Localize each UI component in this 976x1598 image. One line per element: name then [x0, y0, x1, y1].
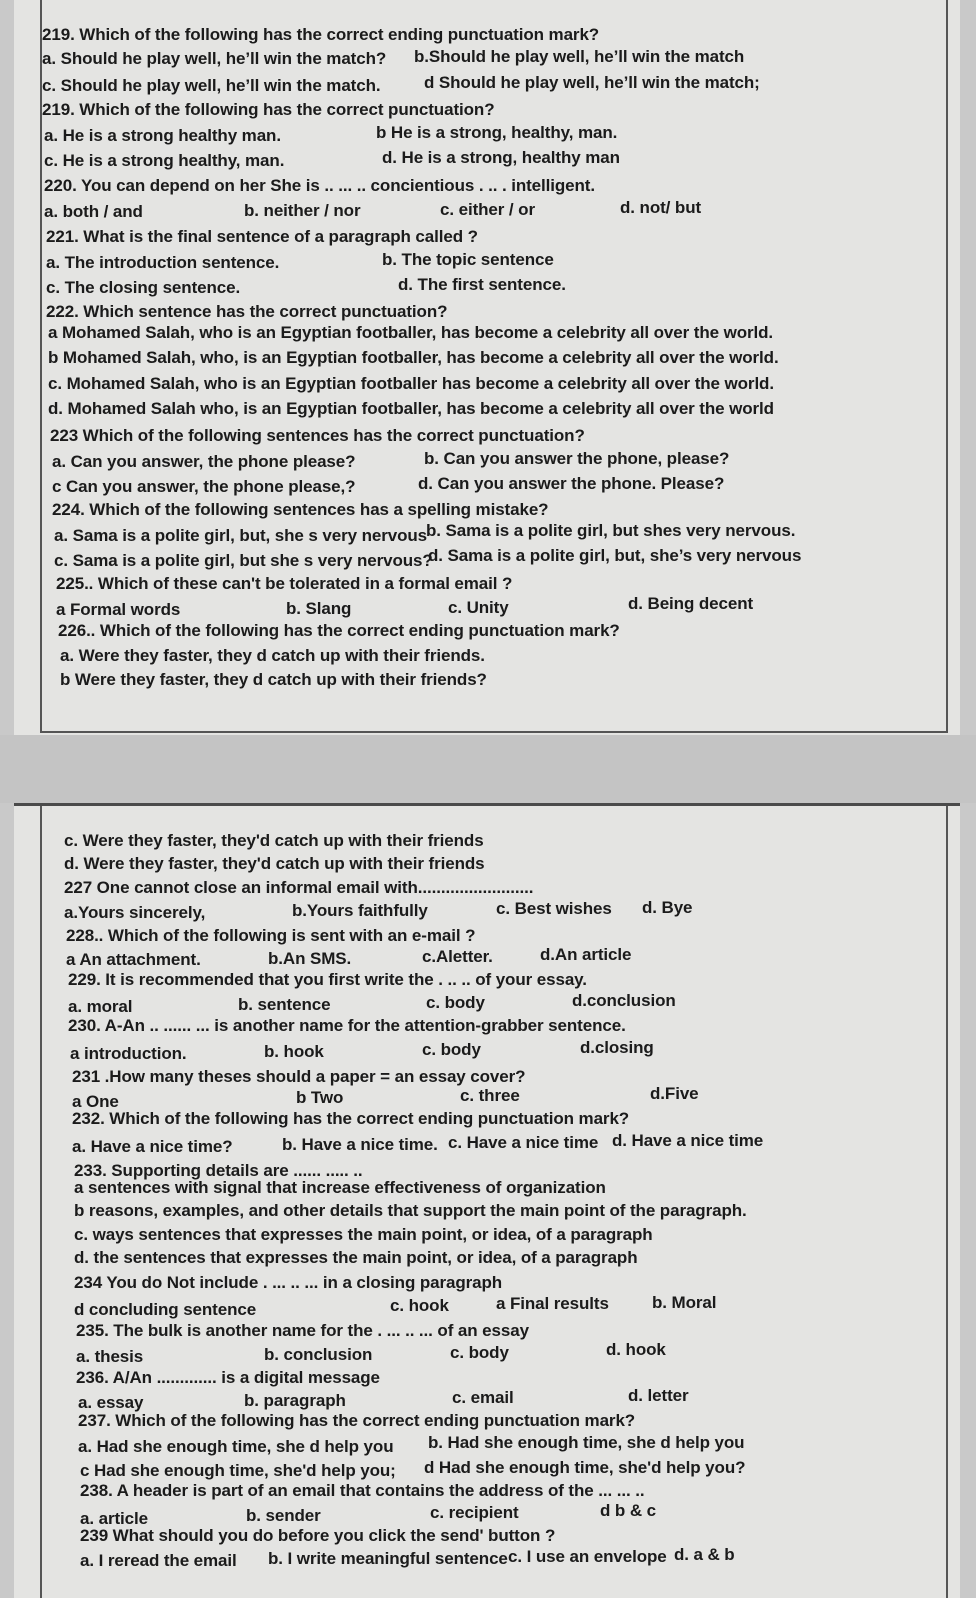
- option: b. paragraph: [244, 1391, 346, 1410]
- option: d. the sentences that expresses the main point, or idea, of a paragraph: [74, 1248, 638, 1267]
- question-stem: 227 One cannot close an informal email with.........................: [64, 878, 534, 897]
- question-stem: 225.. Which of these can't be tolerated in a formal email ?: [56, 574, 513, 593]
- question-stem: 235. The bulk is another name for the . ... .. ... of an essay: [76, 1321, 529, 1340]
- option: d. Mohamed Salah who, is an Egyptian footballer, has become a celebrity all over the world: [48, 399, 774, 418]
- option: c. three: [460, 1086, 520, 1105]
- question-stem: 219. Which of the following has the correct punctuation?: [42, 100, 495, 119]
- option: b. conclusion: [264, 1345, 373, 1364]
- question-stem: 228.. Which of the following is sent with an e-mail ?: [66, 926, 476, 945]
- option: c. either / or: [440, 200, 535, 219]
- option: b. sentence: [238, 995, 331, 1014]
- option: d. Being decent: [628, 594, 754, 613]
- option: b He is a strong, healthy, man.: [376, 123, 618, 142]
- page-gap: [0, 735, 976, 803]
- option: a An attachment.: [66, 950, 201, 969]
- option: a Formal words: [56, 600, 181, 619]
- option: d. letter: [628, 1386, 689, 1405]
- option: a. essay: [78, 1393, 144, 1412]
- option: c. Mohamed Salah, who is an Egyptian footballer has become a celebrity all over the world.: [48, 374, 774, 393]
- option: d Had she enough time, she'd help you?: [424, 1458, 746, 1477]
- question-stem: 221. What is the final sentence of a paragraph called ?: [46, 227, 478, 246]
- option: d Should he play well, he’ll win the match;: [424, 73, 760, 92]
- option: a. moral: [68, 997, 133, 1016]
- option: d. a & b: [674, 1545, 735, 1564]
- option: b. sender: [246, 1506, 321, 1525]
- option: a. article: [80, 1509, 148, 1528]
- option: a introduction.: [70, 1044, 187, 1063]
- option: c Can you answer, the phone please,?: [52, 477, 356, 496]
- option: d concluding sentence: [74, 1300, 257, 1319]
- option: d.An article: [540, 945, 632, 964]
- option: b. neither / nor: [244, 201, 361, 220]
- option: b Mohamed Salah, who, is an Egyptian footballer, has become a celebrity all over the world.: [48, 348, 779, 367]
- option: d. not/ but: [620, 198, 702, 217]
- option: c. body: [422, 1040, 481, 1059]
- option: d.Five: [650, 1084, 699, 1103]
- option: d. Were they faster, they'd catch up with their friends: [64, 854, 485, 873]
- option: d. Bye: [642, 898, 693, 917]
- option: b. I write meaningful sentence: [268, 1549, 508, 1568]
- option: c. Unity: [448, 598, 509, 617]
- question-stem: 226.. Which of the following has the correct ending punctuation mark?: [58, 621, 620, 640]
- option: c. He is a strong healthy, man.: [44, 151, 285, 170]
- question-stem: 229. It is recommended that you first write the . .. .. of your essay.: [68, 970, 587, 989]
- question-stem: 236. A/An ............. is a digital message: [76, 1368, 380, 1387]
- option: d. Sama is a polite girl, but, she’s very nervous: [428, 546, 802, 565]
- option: b. Moral: [652, 1293, 717, 1312]
- question-stem: 219. Which of the following has the correct ending punctuation mark?: [42, 25, 600, 44]
- option: c. I use an envelope: [508, 1547, 667, 1566]
- option: a.Yours sincerely,: [64, 903, 206, 922]
- option: b.An SMS.: [268, 949, 352, 968]
- option: c. Have a nice time: [448, 1133, 599, 1152]
- question-stem: 232. Which of the following has the correct ending punctuation mark?: [72, 1109, 630, 1128]
- option: a sentences with signal that increase effectiveness of organization: [74, 1178, 606, 1197]
- option: b. The topic sentence: [382, 250, 554, 269]
- option: a. Have a nice time?: [72, 1137, 233, 1156]
- option: c. body: [450, 1343, 509, 1362]
- option: b reasons, examples, and other details that support the main point of the paragraph.: [74, 1201, 747, 1220]
- question-stem: 237. Which of the following has the correct ending punctuation mark?: [78, 1411, 636, 1430]
- option: a One: [72, 1092, 119, 1111]
- question-stem: 223 Which of the following sentences has the correct punctuation?: [50, 426, 585, 445]
- question-stem: 224. Which of the following sentences has a spelling mistake?: [52, 500, 549, 519]
- question-stem: 220. You can depend on her She is .. ... .. concientious . .. . intelligent.: [44, 176, 595, 195]
- option: b.Should he play well, he’ll win the match: [414, 47, 745, 66]
- option: b. Slang: [286, 599, 352, 618]
- question-stem: 234 You do Not include . ... .. ... in a closing paragraph: [74, 1273, 503, 1292]
- option: a. Can you answer, the phone please?: [52, 452, 356, 471]
- option: b. Have a nice time.: [282, 1135, 438, 1154]
- question-stem: 233. Supporting details are ...... ..... ..: [74, 1161, 363, 1180]
- option: d.closing: [580, 1038, 654, 1057]
- option: b. hook: [264, 1042, 324, 1061]
- option: c. ways sentences that expresses the main point, or idea, of a paragraph: [74, 1225, 653, 1244]
- option: a. Were they faster, they d catch up with their friends.: [60, 646, 485, 665]
- option: c Had she enough time, she'd help you;: [80, 1461, 396, 1480]
- option: a. I reread the email: [80, 1551, 237, 1570]
- option: c. Were they faster, they'd catch up with their friends: [64, 831, 484, 850]
- option: b.Yours faithfully: [292, 901, 428, 920]
- option: c. Sama is a polite girl, but she s very nervous?: [54, 551, 433, 570]
- option: d. hook: [606, 1340, 666, 1359]
- option: d. Have a nice time: [612, 1131, 764, 1150]
- question-stem: 231 .How many theses should a paper = an essay cover?: [72, 1067, 526, 1086]
- option: c. The closing sentence.: [46, 278, 241, 297]
- option: a. Should he play well, he’ll win the match?: [42, 49, 387, 68]
- option: b. Sama is a polite girl, but shes very nervous.: [426, 521, 796, 540]
- option: a. He is a strong healthy man.: [44, 126, 281, 145]
- question-stem: 239 What should you do before you click the send' button ?: [80, 1526, 556, 1545]
- question-stem: 238. A header is part of an email that contains the address of the ... ... ..: [80, 1481, 645, 1500]
- option: a. Had she enough time, she d help you: [78, 1437, 394, 1456]
- option: d.conclusion: [572, 991, 676, 1010]
- option: d. Can you answer the phone. Please?: [418, 474, 725, 493]
- option: d b & c: [600, 1501, 656, 1520]
- option: a Mohamed Salah, who is an Egyptian footballer, has become a celebrity all over the world.: [48, 323, 774, 342]
- option: d. He is a strong, healthy man: [382, 148, 620, 167]
- option: c. hook: [390, 1296, 449, 1315]
- option: c. recipient: [430, 1503, 519, 1522]
- question-stem: 230. A-An .. ...... ... is another name for the attention-grabber sentence.: [68, 1016, 626, 1035]
- question-stem: 222. Which sentence has the correct punctuation?: [46, 302, 448, 321]
- option: b. Had she enough time, she d help you: [428, 1433, 745, 1452]
- option: b Two: [296, 1088, 344, 1107]
- option: a. The introduction sentence.: [46, 253, 280, 272]
- option: c. email: [452, 1388, 514, 1407]
- option: a. Sama is a polite girl, but, she s very nervous: [54, 526, 428, 545]
- option: d. The first sentence.: [398, 275, 566, 294]
- option: b. Can you answer the phone, please?: [424, 449, 730, 468]
- option: a. both / and: [44, 202, 143, 221]
- option: c. Best wishes: [496, 899, 612, 918]
- option: c. body: [426, 993, 485, 1012]
- option: a. thesis: [76, 1347, 144, 1366]
- option: a Final results: [496, 1294, 609, 1313]
- option: b Were they faster, they d catch up with their friends?: [60, 670, 487, 689]
- option: c.Aletter.: [422, 947, 493, 966]
- option: c. Should he play well, he’ll win the match.: [42, 76, 381, 95]
